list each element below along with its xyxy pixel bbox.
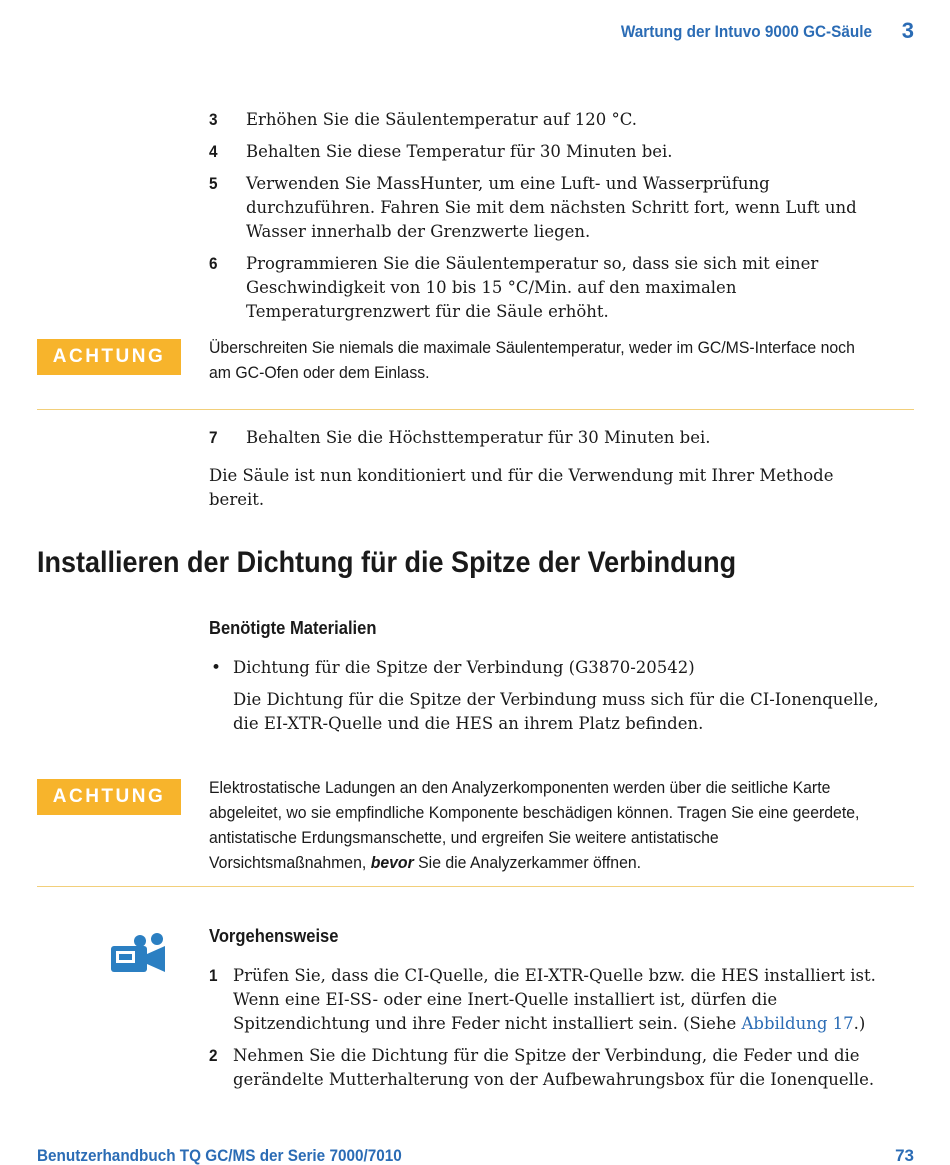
step-number: 5: [209, 174, 218, 193]
step-text: Programmieren Sie die Säulentemperatur so, dass sie sich mit einer Geschwindigkeit von 10 bis 15 °C/Min. auf den maximalen Temperaturgrenzwert für die Säule erhöht.: [246, 254, 819, 322]
caution-badge: ACHTUNG: [37, 339, 181, 375]
footer-manual-title: Benutzerhandbuch TQ GC/MS der Serie 7000/7010: [37, 1146, 402, 1165]
divider: [37, 886, 914, 887]
step-text: Verwenden Sie MassHunter, um eine Luft- und Wasserprüfung durchzuführen. Fahren Sie mit dem nächsten Schritt fort, wenn Luft und Wasser innerhalb der Grenzwerte liegen.: [246, 174, 857, 242]
step-text: [233, 964, 898, 1036]
step-text: Nehmen Sie die Dichtung für die Spitze der Verbindung, die Feder und die gerändelte Mutterhalterung von der Aufbewahrungsbox für die Ionenquelle.: [233, 1046, 875, 1090]
step-item: [209, 108, 919, 132]
caution-text: Überschreiten Sie niemals die maximale Säulentemperatur, weder im GC/MS-Interface noch am GC-Ofen oder dem Einlass.: [209, 338, 855, 382]
caution-badge: ACHTUNG: [37, 779, 181, 815]
step-text: Behalten Sie die Höchsttemperatur für 30 Minuten bei.: [246, 428, 711, 448]
video-camera-icon: [110, 932, 166, 974]
bullet-dot: •: [211, 658, 222, 678]
materials-heading: Benötigte Materialien: [209, 618, 377, 638]
step-number: 2: [209, 1046, 218, 1065]
running-header-title: Wartung der Intuvo 9000 GC-Säule: [620, 22, 872, 41]
step-item: [209, 426, 919, 450]
step-number: 3: [209, 110, 218, 129]
step-text-part: Prüfen Sie, dass die CI-Quelle, die EI-XTR-Quelle bzw. die HES installiert ist. Wenn eine EI-SS- oder eine Inert-Quelle installiert ist, dürfen die Spitzendichtung und ihre Feder nicht installiert sein. (Siehe: [233, 966, 876, 1034]
step-number: 1: [209, 966, 218, 985]
caution-emphasis: bevor: [370, 853, 414, 872]
conditioned-paragraph: Die Säule ist nun konditioniert und für die Verwendung mit Ihrer Methode bereit.: [209, 466, 834, 510]
chapter-number: 3: [901, 18, 914, 43]
figure-link[interactable]: Abbildung 17: [741, 1014, 854, 1034]
step-text: Erhöhen Sie die Säulentemperatur auf 120 °C.: [246, 110, 637, 130]
step-number: 4: [209, 142, 218, 161]
section-title: Installieren der Dichtung für die Spitze der Verbindung: [37, 546, 737, 579]
caution-text-part: Elektrostatische Ladungen an den Analyzerkomponenten werden über die seitliche Karte abgeleitet, wo sie empfindliche Komponente beschädigen können. Tragen Sie eine geerdete, antistatische Erdungsmanschette, und ergreifen Sie weitere antistatische Vorsichtsmaßnahmen,: [209, 778, 860, 872]
step-item: [209, 964, 919, 1036]
page-number: 73: [895, 1146, 914, 1165]
procedure-heading: Vorgehensweise: [209, 926, 339, 946]
list-item: [209, 656, 909, 680]
step-text: Behalten Sie diese Temperatur für 30 Minuten bei.: [246, 142, 673, 162]
caution-text: [209, 775, 869, 875]
divider: [37, 409, 914, 410]
step-number: 6: [209, 254, 218, 273]
step-item: [209, 140, 919, 164]
step-text-part: .): [853, 1014, 866, 1034]
step-item: [209, 252, 919, 324]
caution-text-part: Sie die Analyzerkammer öffnen.: [413, 853, 642, 872]
step-number: 7: [209, 428, 218, 447]
materials-note: Die Dichtung für die Spitze der Verbindung muss sich für die CI-Ionenquelle, die EI-XTR-Quelle und die HES an ihrem Platz befinden.: [233, 690, 879, 734]
materials-item: Dichtung für die Spitze der Verbindung (G3870-20542): [233, 658, 695, 678]
step-item: [209, 1044, 919, 1092]
step-item: [209, 172, 919, 244]
